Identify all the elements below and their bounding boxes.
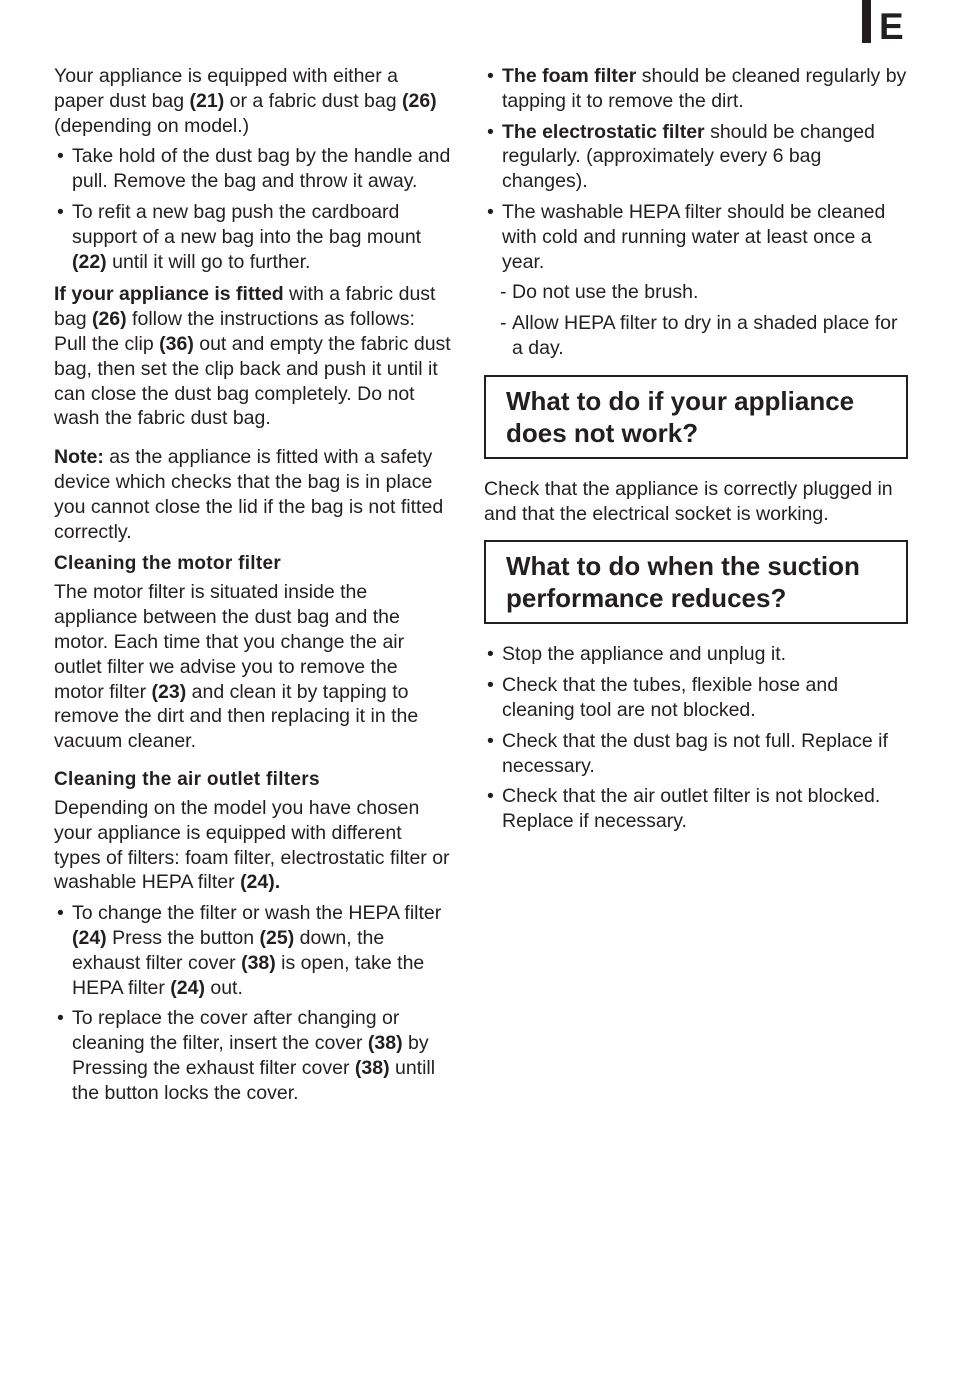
list-item: - Allow HEPA filter to dry in a shaded place for a day. bbox=[500, 311, 910, 361]
list-item: • To replace the cover after changing or cleaning the filter, insert the cover (38) by Pressing the exhaust filter cover (38) untill the button locks the cover. bbox=[54, 1006, 452, 1105]
dust-bag-steps bbox=[54, 144, 452, 274]
suction-reduces-title: What to do when the suction performance reduces? bbox=[506, 551, 860, 614]
list-item: - Do not use the brush. bbox=[500, 280, 910, 305]
motor-filter-paragraph: The motor filter is situated inside the appliance between the dust bag and the motor. Each time that you change the air outlet filter we advise you to remove the motor filter (23) and clean it by tapping to remove the dirt and then replacing it in the vacuum cleaner. bbox=[54, 581, 419, 753]
motor-filter-heading: Cleaning the motor filter bbox=[54, 553, 282, 575]
fabric-bag-paragraph: If your appliance is fitted with a fabric dust bag (26) follow the instructions as follows: Pull the clip (36) out and empty the fabric dust bag, then set the clip back and push it until it can close the dust bag completely. Do not wash the fabric dust bag. bbox=[54, 283, 451, 430]
intro-paragraph: Your appliance is equipped with either a paper dust bag (21) or a fabric dust bag (26) (depending on model.) bbox=[54, 65, 437, 137]
list-item: • To refit a new bag push the cardboard support of a new bag into the bag mount (22) until it will go to further. bbox=[54, 200, 452, 274]
list-item: • The washable HEPA filter should be cleaned with cold and running water at least once a year. bbox=[484, 200, 910, 274]
right-column bbox=[484, 64, 910, 834]
list-item: • Check that the air outlet filter is not blocked. Replace if necessary. bbox=[484, 784, 910, 834]
language-marker-bar bbox=[862, 0, 871, 43]
list-item: • Stop the appliance and unplug it. bbox=[484, 642, 910, 667]
hepa-instructions bbox=[500, 280, 910, 360]
left-column bbox=[54, 64, 452, 1105]
list-item: • The foam filter should be cleaned regularly by tapping it to remove the dirt. bbox=[484, 64, 910, 114]
air-outlet-heading: Cleaning the air outlet filters bbox=[54, 768, 320, 790]
list-item: • Take hold of the dust bag by the handle and pull. Remove the bag and throw it away. bbox=[54, 144, 452, 194]
list-item: • To change the filter or wash the HEPA filter (24) Press the button (25) down, the exhaust filter cover (38) is open, take the HEPA filter (24) out. bbox=[54, 901, 452, 1000]
suction-reduces-box bbox=[484, 540, 908, 624]
filter-steps bbox=[54, 901, 452, 1105]
suction-checks-list bbox=[484, 642, 910, 834]
appliance-not-working-text: Check that the appliance is correctly plugged in and that the electrical socket is working. bbox=[484, 477, 893, 525]
air-outlet-paragraph: Depending on the model you have chosen your appliance is equipped with different types of filters: foam filter, electrostatic filter or washable HEPA filter (24). bbox=[54, 796, 450, 894]
list-item: • Check that the dust bag is not full. Replace if necessary. bbox=[484, 729, 910, 779]
language-letter: E bbox=[879, 6, 904, 47]
list-item: • The electrostatic filter should be changed regularly. (approximately every 6 bag changes). bbox=[484, 120, 910, 194]
filter-types-list bbox=[484, 64, 910, 274]
appliance-not-working-box bbox=[484, 375, 908, 459]
note-paragraph: Note: as the appliance is fitted with a safety device which checks that the bag is in place you cannot close the lid if the bag is not fitted correctly. bbox=[54, 446, 444, 543]
appliance-not-working-title: What to do if your appliance does not work? bbox=[506, 385, 855, 448]
list-item: • Check that the tubes, flexible hose and cleaning tool are not blocked. bbox=[484, 673, 910, 723]
